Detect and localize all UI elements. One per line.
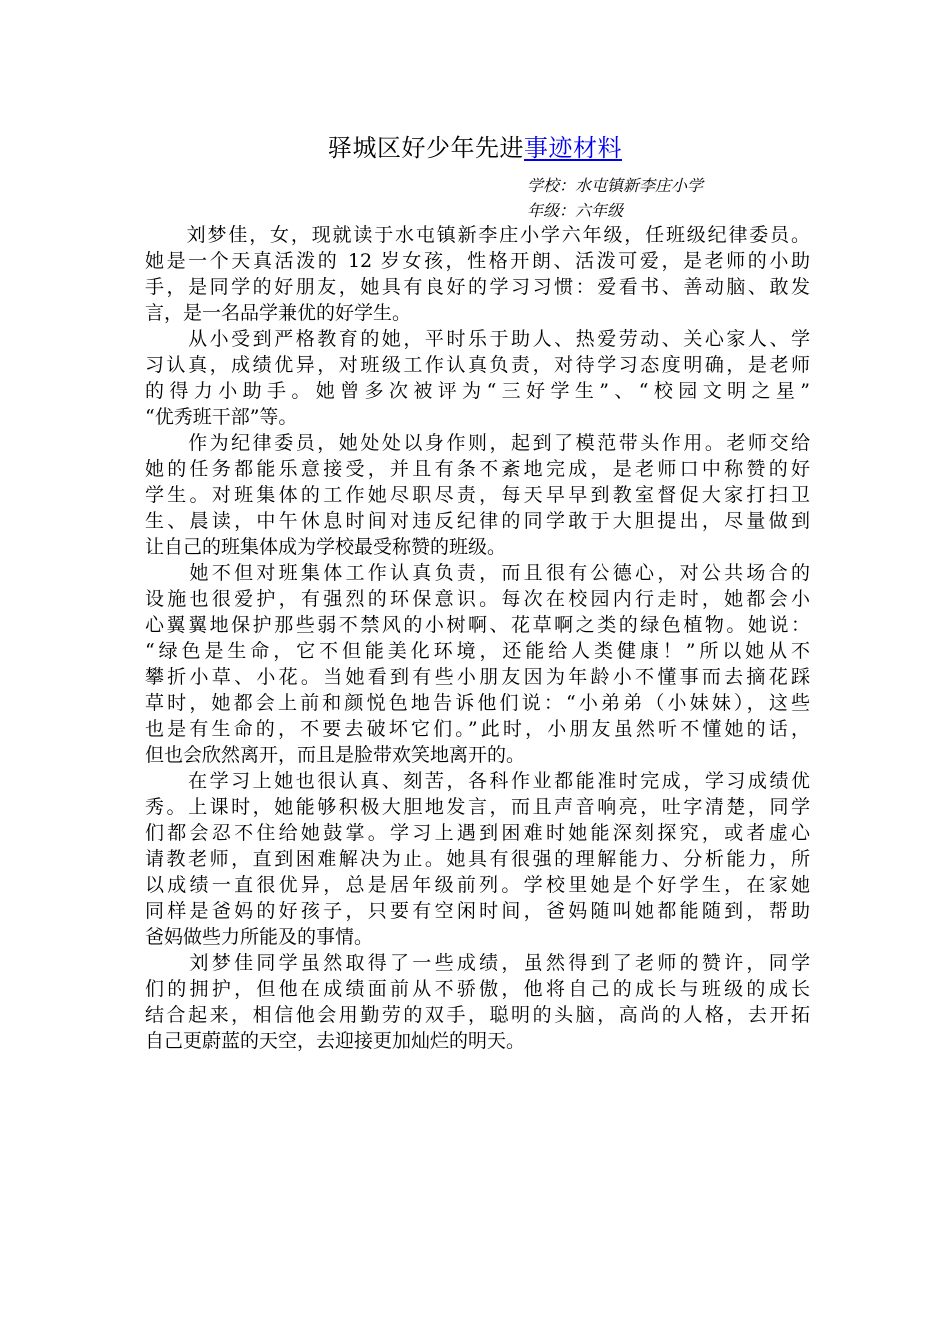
grade-label: 年级：六年级 xyxy=(527,201,624,220)
text-line: 她是一个天真活泼的 12 岁女孩，性格开朗、活泼可爱，是老师的小助 xyxy=(145,250,810,272)
paragraph xyxy=(145,430,810,560)
document-title xyxy=(0,130,950,166)
text-line: 的得力小助手。她曾多次被评为“三好学生”、“校园文明之星” xyxy=(145,380,810,402)
text-line: 也是有生命的，不要去破坏它们。”此时，小朋友虽然听不懂她的话， xyxy=(145,718,810,740)
text-line: 以成绩一直很优异，总是居年级前列。学校里她是个好学生，在家她 xyxy=(145,874,810,896)
text-line: 手，是同学的好朋友，她具有良好的学习习惯：爱看书、善动脑、敢发 xyxy=(145,276,810,298)
paragraph xyxy=(145,326,810,430)
title-text: 驿城区好少年先进 xyxy=(328,134,524,162)
text-line: 心翼翼地保护那些弱不禁风的小树啊、花草啊之类的绿色植物。她说： xyxy=(145,614,810,636)
text-line: 自己更蔚蓝的天空，去迎接更加灿烂的明天。 xyxy=(145,1030,526,1052)
text-line: 在学习上她也很认真、刻苦，各科作业都能准时完成，学习成绩优 xyxy=(145,770,810,792)
text-line: 她的任务都能乐意接受，并且有条不紊地完成，是老师口中称赞的好 xyxy=(145,458,810,480)
text-line: 们都会忍不住给她鼓掌。学习上遇到困难时她能深刻探究，或者虚心 xyxy=(145,822,810,844)
paragraph xyxy=(145,768,810,950)
text-line: 设施也很爱护，有强烈的环保意识。每次在校园内行走时，她都会小 xyxy=(145,588,810,610)
text-line: 爸妈做些力所能及的事情。 xyxy=(145,926,374,948)
text-line: 生、晨读，中午休息时间对违反纪律的同学敢于大胆提出，尽量做到 xyxy=(145,510,810,532)
text-line: 草时，她都会上前和颜悦色地告诉他们说：“小弟弟（小妹妹），这些 xyxy=(145,692,810,714)
text-line: 让自己的班集体成为学校最受称赞的班级。 xyxy=(145,536,507,558)
text-line: 刘梦佳，女，现就读于水屯镇新李庄小学六年级，任班级纪律委员。 xyxy=(145,224,810,246)
paragraph xyxy=(145,950,810,1054)
text-line: 秀。上课时，她能够积极大胆地发言，而且声音响亮，吐字清楚，同学 xyxy=(145,796,810,818)
paragraph xyxy=(145,560,810,768)
title-link[interactable]: 事迹材料 xyxy=(524,134,622,162)
text-line: 但也会欣然离开，而且是脸带欢笑地离开的。 xyxy=(145,744,526,766)
text-line: “绿色是生命，它不但能美化环境，还能给人类健康！”所以她从不 xyxy=(145,640,810,662)
text-line: 从小受到严格教育的她，平时乐于助人、热爱劳动、关心家人、学 xyxy=(145,328,810,350)
paragraph xyxy=(145,222,810,326)
text-line: 言，是一名品学兼优的好学生。 xyxy=(145,302,412,324)
text-line: 作为纪律委员，她处处以身作则，起到了模范带头作用。老师交给 xyxy=(145,432,810,454)
text-line: 同样是爸妈的好孩子，只要有空闲时间，爸妈随叫她都能随到，帮助 xyxy=(145,900,810,922)
text-line: 请教老师，直到困难解决为止。她具有很强的理解能力、分析能力，所 xyxy=(145,848,810,870)
text-line: 习认真，成绩优异，对班级工作认真负责，对待学习态度明确，是老师 xyxy=(145,354,810,376)
text-line: 攀折小草、小花。当她看到有些小朋友因为年龄小不懂事而去摘花踩 xyxy=(145,666,810,688)
text-line: 她不但对班集体工作认真负责，而且很有公德心，对公共场合的 xyxy=(145,562,810,584)
document-body xyxy=(145,222,810,1054)
text-line: 结合起来，相信他会用勤劳的双手，聪明的头脑，高尚的人格，去开拓 xyxy=(145,1004,810,1026)
school-label: 学校：水屯镇新李庄小学 xyxy=(527,176,704,195)
text-line: “优秀班干部”等。 xyxy=(145,406,298,428)
text-line: 们的拥护，但他在成绩面前从不骄傲，他将自己的成长与班级的成长 xyxy=(145,978,810,1000)
text-line: 学生。对班集体的工作她尽职尽责，每天早早到教室督促大家打扫卫 xyxy=(145,484,810,506)
text-line: 刘梦佳同学虽然取得了一些成绩，虽然得到了老师的赞许，同学 xyxy=(145,952,810,974)
